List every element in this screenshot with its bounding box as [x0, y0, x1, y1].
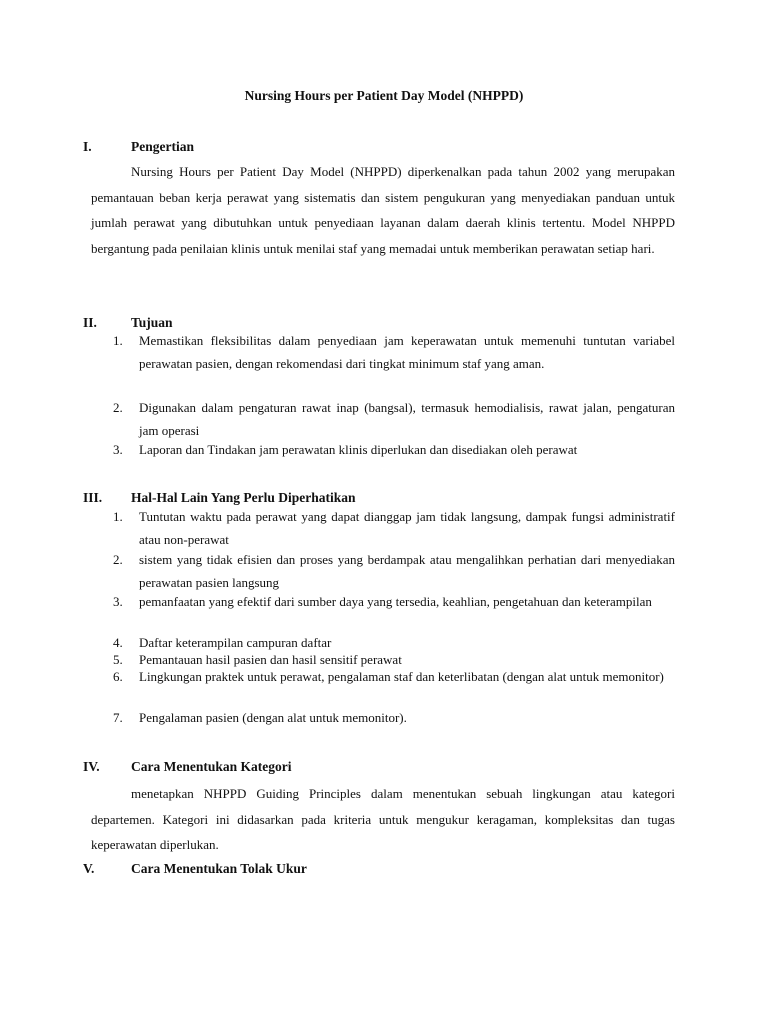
list-item-text: sistem yang tidak efisien dan proses yang berdampak atau mengalihkan perhatian dari menyediakan perawatan pasien langsung — [139, 552, 675, 590]
list-item — [113, 590, 675, 613]
list-item — [113, 505, 675, 551]
list-item — [113, 396, 675, 442]
section-number: V. — [83, 861, 95, 876]
section-title: Tujuan — [131, 315, 173, 330]
list-item-text: Pengalaman pasien (dengan alat untuk memonitor). — [139, 710, 407, 725]
list-item — [113, 329, 675, 375]
list-item-number: 4. — [113, 635, 123, 650]
list-item-text: pemanfaatan yang efektif dari sumber daya yang tersedia, keahlian, pengetahuan dan keterampilan — [139, 594, 652, 609]
section-number: I. — [83, 139, 92, 154]
list-item — [113, 706, 675, 729]
list-item-text: Pemantauan hasil pasien dan hasil sensitif perawat — [139, 652, 402, 667]
list-item-text: Digunakan dalam pengaturan rawat inap (bangsal), termasuk hemodialisis, rawat jalan, pengaturan jam operasi — [139, 400, 675, 438]
list-item-text: Lingkungan praktek untuk perawat, pengalaman staf dan keterlibatan (dengan alat untuk memonitor) — [139, 669, 664, 684]
list-item-number: 2. — [113, 552, 123, 567]
section-number: II. — [83, 315, 97, 330]
list-item-number: 7. — [113, 710, 123, 725]
list-item-number: 1. — [113, 333, 123, 348]
section-heading-3 — [83, 490, 356, 506]
list-item-number: 3. — [113, 442, 123, 457]
list-item-number: 6. — [113, 669, 123, 684]
list-item-number: 2. — [113, 400, 123, 415]
section-heading-1 — [83, 139, 194, 155]
section-title: Cara Menentukan Tolak Ukur — [131, 861, 307, 876]
list-item-number: 1. — [113, 509, 123, 524]
section-title: Cara Menentukan Kategori — [131, 759, 292, 774]
list-item — [113, 665, 675, 688]
list-item-number: 5. — [113, 652, 123, 667]
section-title: Pengertian — [131, 139, 194, 154]
list-item — [113, 438, 675, 461]
document-title: Nursing Hours per Patient Day Model (NHPPD) — [244, 88, 524, 103]
section-number: IV. — [83, 759, 100, 774]
list-item-text: Tuntutan waktu pada perawat yang dapat dianggap jam tidak langsung, dampak fungsi administratif atau non-perawat — [139, 509, 675, 547]
list-item-text: Daftar keterampilan campuran daftar — [139, 635, 332, 650]
section-title: Hal-Hal Lain Yang Perlu Diperhatikan — [131, 490, 356, 505]
section-heading-4 — [83, 759, 291, 775]
list-item-number: 3. — [113, 594, 123, 609]
section-heading-5 — [83, 861, 307, 877]
section-paragraph-1: Nursing Hours per Patient Day Model (NHPPD) diperkenalkan pada tahun 2002 yang merupakan pemantauan beban kerja perawat yang sistematis dan sistem pengukuran yang menyediakan panduan untuk jumlah perawat yang dibutuhkan untuk penyediaan layanan dalam daerah klinis tertentu. Model NHPPD bergantung pada penilaian klinis untuk menilai staf yang memadai untuk memberikan perawatan setiap hari. — [91, 164, 675, 256]
section-paragraph-4: menetapkan NHPPD Guiding Principles dalam menentukan sebuah lingkungan atau kategori departemen. Kategori ini didasarkan pada kriteria untuk mengukur keragaman, kompleksitas dan tugas keperawatan diperlukan. — [91, 786, 675, 852]
section-number: III. — [83, 490, 103, 505]
list-item-text: Memastikan fleksibilitas dalam penyediaan jam keperawatan untuk memenuhi tuntutan variabel perawatan pasien, dengan rekomendasi dari tingkat minimum staf yang aman. — [139, 333, 675, 371]
list-item-text: Laporan dan Tindakan jam perawatan klinis diperlukan dan disediakan oleh perawat — [139, 442, 578, 457]
list-item — [113, 548, 675, 594]
